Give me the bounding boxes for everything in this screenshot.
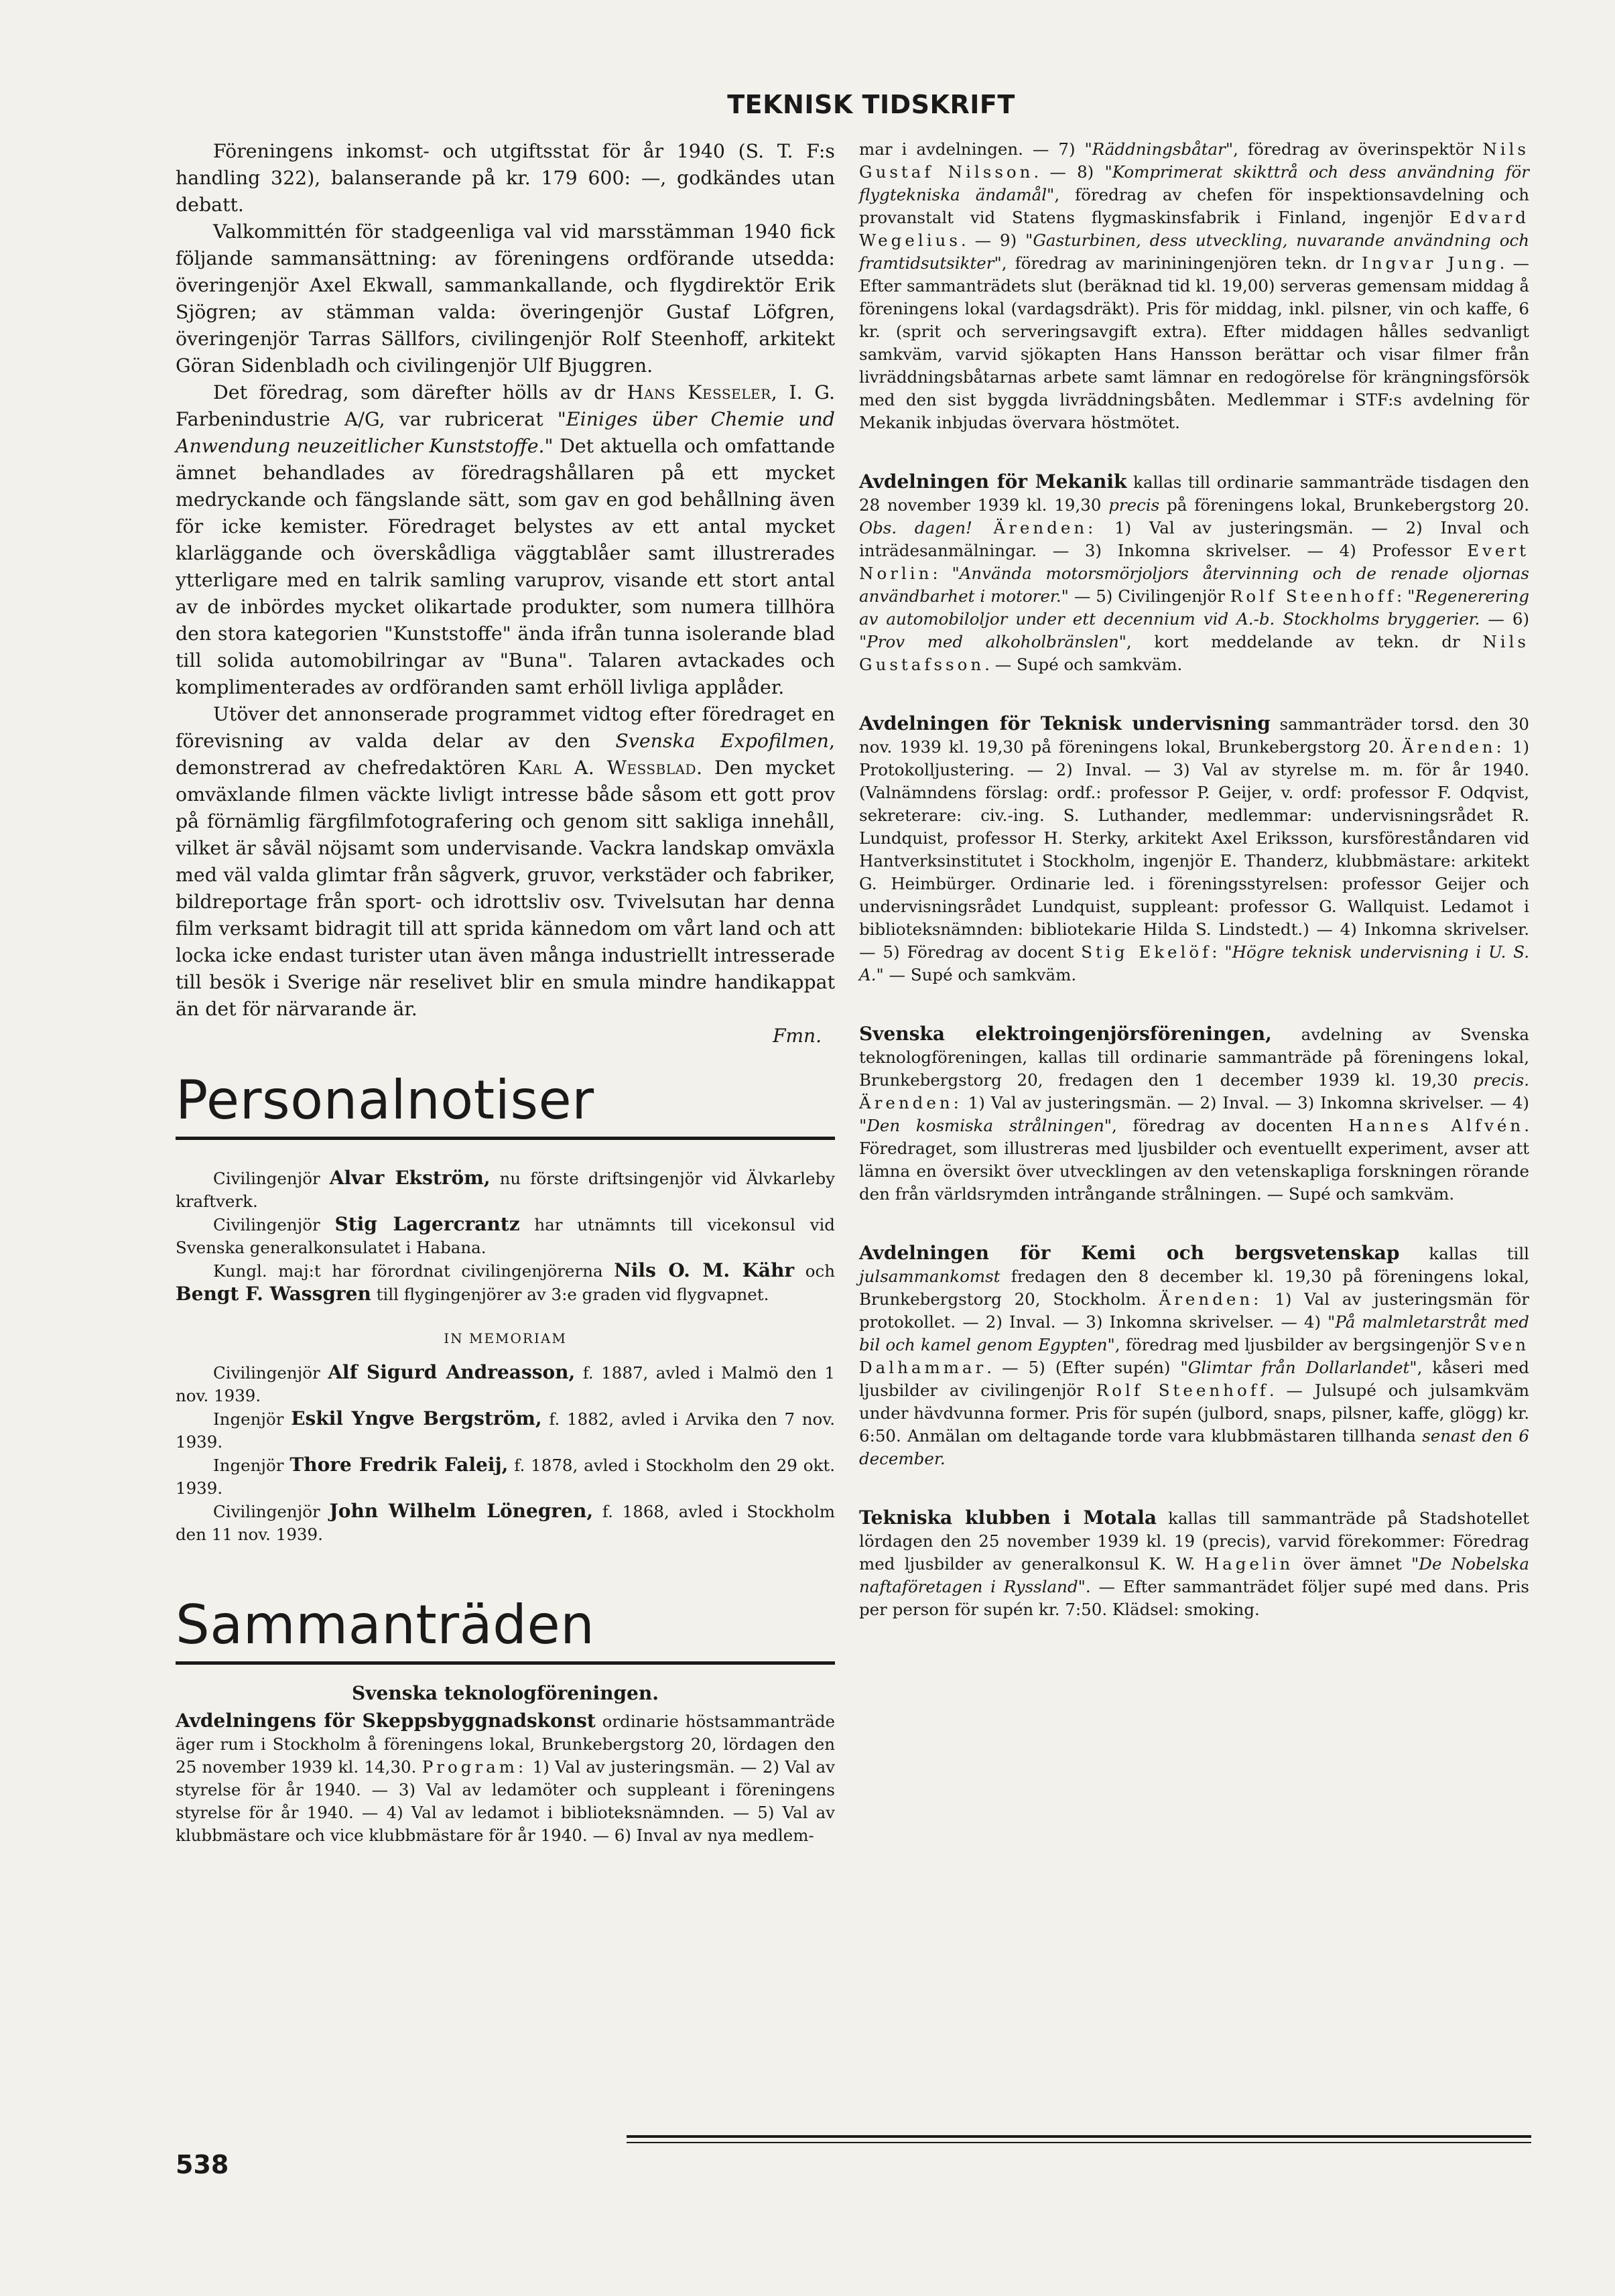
right-column bbox=[859, 138, 1529, 1621]
editor-name: Karl A. Wessblad bbox=[517, 757, 697, 779]
obituary-andreasson: Civilingenjör Alf Sigurd Andreasson, f. 1887, avled i Malmö den 1 nov. 1939. bbox=[176, 1361, 835, 1405]
heading-personalnotiser: Personalnotiser bbox=[176, 1068, 835, 1140]
personal-note-flygingenjorer: Kungl. maj:t har förordnat civilingenjörerna Nils O. M. Kähr och Bengt F. Wassgren till flygingenjörer av 3:e graden vid flygvapnet. bbox=[176, 1259, 835, 1305]
notice-kemi-bergsvetenskap: Avdelningen för Kemi och bergsvetenskap kallas till julsammankomst fredagen den 8 december kl. 19,30 på föreningens lokal, Brunkebergstorg 20, Stockholm. Ärenden: 1) Val av justeringsmän för protokollet. — 2) Inval. — 3) Inkomna skrivelser. — 4) "På malmletarstråt med bil och kamel genom Egypten", föredrag med ljusbilder av bergsingenjör Sven Dalhammar. — 5) (Efter supén) "Glimtar från Dollarlandet", kåseri med ljusbilder av civilingenjör Rolf Steenhoff. — Julsupé och julsamkväm under hävdvunna former. Pris för supén (julbord, snaps, pilsner, kaffe, glögg) kr. 6:50. Anmälan om deltagande torde vara klubbmästaren tillhanda senast den 6 december. bbox=[859, 1242, 1530, 1468]
paragraph-election-committee: Valkommittén för stadgeenliga val vid marsstämman 1940 fick följande sammansättning: av föreningens ordförande utsedda: överingenjör Axel Ekwall, sammankallande, och flygdirektör Erik Sjögren; av stämman valda: överingenjör Gustaf Löfgren, överingenjör Tarras Sällfors, civilingenjör Rolf Steenhoff, arkitekt Göran Sidenbladh och civilingenjör Ulf Bjuggren. bbox=[176, 220, 835, 377]
notice-skeppsbyggnad-continued: mar i avdelningen. — 7) "Räddningsbåtar", föredrag av överinspektör Nils Gustaf Nilsson. — 8) "Komprimerat skikttrå och dess användning för flygtekniska ändamål", föredrag av chefen för inspektionsavdelning och provanstalt vid Statens flygmaskinsfabrik i Finland, ingenjör Edvard Wegelius. — 9) "Gasturbinen, dess utveckling, nuvarande användning och framtidsutsikter", föredrag av marininingenjören tekn. dr Ingvar Jung. — Efter sammanträdets slut (beräknad tid kl. 19,00) serveras gemensam middag å föreningens lokal (vardagsdräkt). Pris för middag, inkl. pilsner, vin och kaffe, 6 kr. (sprit och serveringsavgift extra). Efter middagen hålles sedvanligt samkväm, varvid sjökapten Hans Hansson berättar och visar filmer från livräddningsbåtarnas arbete samt lämnar en redogörelse för krängningsförsök med den sist byggda livräddningsbåten. Medlemmar i STF:s avdelning för Mekanik inbjudas övervara höstmötet. bbox=[859, 139, 1529, 432]
film-title: Svenska Expofilmen bbox=[615, 730, 829, 752]
in-memoriam-heading: IN MEMORIAM bbox=[444, 1330, 567, 1346]
notice-tekniska-klubben-motala: Tekniska klubben i Motala kallas till sammanträde på Stadshotellet lördagen den 25 november 1939 kl. 19 (precis), varvid förekommer: Föredrag med ljusbilder av generalkonsul K. W. Hagelin över ämnet "De Nobelska naftaföretagen i Ryssland". — Efter sammanträdet följer supé med dans. Pris per person för supén kr. 7:50. Klädsel: smoking. bbox=[859, 1507, 1530, 1619]
footer-rule-thin bbox=[627, 2142, 1531, 2143]
lecturer-name: Hans Kesseler bbox=[627, 381, 771, 403]
obituary-faleij: Ingenjör Thore Fredrik Faleij, f. 1878, avled i Stockholm den 29 okt. 1939. bbox=[176, 1454, 835, 1498]
left-column bbox=[176, 138, 835, 1847]
heading-sammantraden: Sammanträden bbox=[176, 1593, 835, 1665]
running-head: TEKNISK TIDSKRIFT bbox=[727, 90, 1015, 119]
notice-elektroingenjorsforeningen: Svenska elektroingenjörsföreningen, avdelning av Svenska teknologföreningen, kallas till ordinarie sammanträde på föreningens lokal, Brunkebergstorg 20, fredagen den 1 december 1939 kl. 19,30 precis. Ärenden: 1) Val av justeringsmän. — 2) Inval. — 3) Inkomna skrivelser. — 4) "Den kosmiska strålningen", föredrag av docenten Hannes Alfvén. Föredraget, som illustreras med ljusbilder och eventuellt experiment, avser att lämna en översikt över utvecklingen av den vetenskapliga forskningen rörande den från världsrymden intrångande strålningen. — Supé och samkväm. bbox=[859, 1023, 1529, 1204]
paragraph-film: Utöver det annonserade programmet vidtog efter föredraget en förevisning av valda delar av den Svenska Expofilmen, demonstrerad av chefredaktören Karl A. Wessblad. Den mycket omväxlande filmen väckte livligt intresse både såsom ett gott prov på förnämlig färgfilmfotografering och genom sitt sakliga innehåll, vilket är såväl nöjsamt som undervisande. Vackra landskap omväxla med väl valda glimtar från sågverk, gruvor, verkstäder och fabriker, bildreportage från sport- och idrottsliv osv. Tvivelsutan har denna film verksamt bidragit till att sprida kännedom om vårt land och att locka icke endast turister utan även många industriellt intresserade till besök i Sverige när reselivet blir en smula mindre handikappat än det för närvarande är. bbox=[176, 703, 836, 1020]
notice-skeppsbyggnad: Avdelningens för Skeppsbyggnadskonst ordinarie höstsammanträde äger rum i Stockholm å föreningens lokal, Brunkebergstorg 20, lördagen den 25 november 1939 kl. 14,30. Program: 1) Val av justeringsmän. — 2) Val av styrelse för år 1940. — 3) Val av ledamöter och suppleant i föreningens styrelse för år 1940. — 4) Val av ledamot i biblioteksnämnden. — 5) Val av klubbmästare och vice klubbmästare för år 1940. — 6) Inval av nya medlem- bbox=[176, 1710, 836, 1845]
obituary-bergstrom: Ingenjör Eskil Yngve Bergström, f. 1882, avled i Arvika den 7 nov. 1939. bbox=[176, 1407, 836, 1452]
obituary-lonegren: Civilingenjör John Wilhelm Lönegren, f. 1868, avled i Stockholm den 11 nov. 1939. bbox=[176, 1500, 835, 1544]
footer-rule bbox=[627, 2135, 1531, 2138]
signature: Fmn. bbox=[773, 1025, 822, 1047]
paragraph-budget: Föreningens inkomst- och utgiftsstat för år 1940 (S. T. F:s handling 322), balanserande på kr. 179 600: —, godkändes utan debatt. bbox=[176, 140, 835, 216]
personal-note-lagercrantz: Civilingenjör Stig Lagercrantz har utnämnts till vicekonsul vid Svenska generalkonsulatet i Habana. bbox=[176, 1213, 835, 1257]
paragraph-lecture: Det föredrag, som därefter hölls av dr Hans Kesseler, I. G. Farbenindustrie A/G, var rubricerat "Einiges über Chemie und Anwendung neuzeitlicher Kunststoffe." Det aktuella och omfattande ämnet behandlades av föredragshållaren på ett mycket medryckande och fängslande sätt, som gav en god behållning även för icke kemister. Föredraget belystes av ett antal mycket klarläggande och överskådliga väggtablåer samt illustrerades ytterligare med en talrik samling varuprov, visande ett stort antal av de inbördes mycket olikartade produkter, som numera tillhöra den stora kategorien "Kunststoffe" ända ifrån tunna isolerande blad till solida automobilringar av "Buna". Talaren avtackades och komplimenterades av ordföranden samt erhöll livliga applåder. bbox=[176, 381, 836, 698]
notice-teknisk-undervisning: Avdelningen för Teknisk undervisning sammanträder torsd. den 30 nov. 1939 kl. 19,30 på föreningens lokal, Brunkebergstorg 20. Ärenden: 1) Protokolljustering. — 2) Inval. — 3) Val av styrelse m. m. för år 1940. (Valnämndens förslag: ordf.: professor P. Geijer, v. ordf: professor F. Odqvist, sekreterare: civ.-ing. S. Luthander, medlemmar: undervisningsrådet R. Lundquist, professor H. Sterky, arkitekt Axel Eriksson, kursföreståndaren vid Hantverksinstitutet i Stockholm, ingenjör E. Thanderz, klubbmästare: arkitekt G. Heimbürger. Ordinarie led. i föreningsstyrelsen: professor Geijer och undervisningsrådet Lundquist, suppleant: professor G. Wallquist. Ledamot i biblioteksnämnden: bibliotekarie Hilda S. Lindstedt.) — 4) Inkomna skrivelser. — 5) Föredrag av docent Stig Ekelöf: "Högre teknisk undervisning i U. S. A." — Supé och samkväm. bbox=[859, 712, 1530, 984]
personal-note-ekstrom: Civilingenjör Alvar Ekström, nu förste driftsingenjör vid Älvkarleby kraftverk. bbox=[176, 1167, 835, 1211]
lecture-title: "Einiges über Chemie und Anwendung neuzeitlicher Kunststoffe." bbox=[176, 408, 835, 457]
page-number: 538 bbox=[176, 2150, 229, 2179]
notice-mekanik: Avdelningen för Mekanik kallas till ordinarie sammanträde tisdagen den 28 november 1939 kl. 19,30 precis på föreningens lokal, Brunkebergstorg 20. Obs. dagen! Ärenden: 1) Val av justeringsmän. — 2) Inval och inträdesanmälningar. — 3) Inkomna skrivelser. — 4) Professor Evert Norlin: "Använda motorsmörjoljors återvinning och de renade oljornas användbarhet i motorer." — 5) Civilingenjör Rolf Steenhoff: "Regenerering av automobiloljor under ett decennium vid A.-b. Stockholms bryggerier. — 6) "Prov med alkoholbränslen", kort meddelande av tekn. dr Nils Gustafsson. — Supé och samkväm. bbox=[859, 470, 1530, 674]
subheading-teknologforeningen: Svenska teknologföreningen. bbox=[352, 1682, 659, 1704]
